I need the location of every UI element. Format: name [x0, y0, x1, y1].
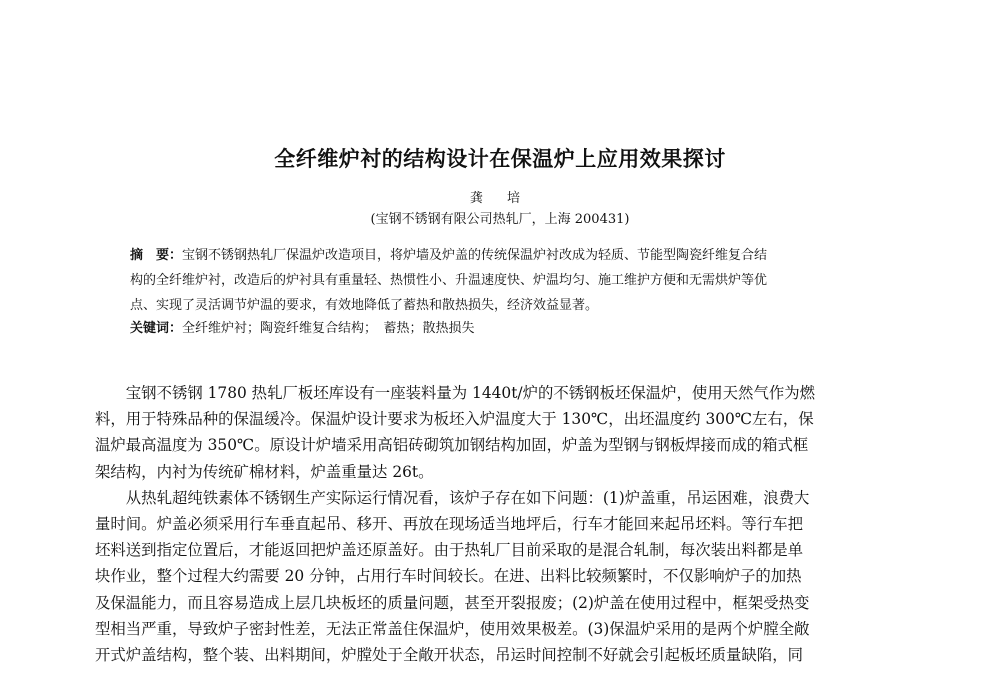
body-line: 架结构，内衬为传统矿棉材料，炉盖重量达 26t。: [95, 462, 434, 481]
abstract-text: 宝钢不锈钢热轧厂保温炉改造项目，将炉墙及炉盖的传统保温炉衬改成为轻质、节能型陶瓷纤维复合结: [182, 248, 768, 263]
abstract-line: [130, 243, 865, 268]
abstract-line: 点、实现了灵活调节炉温的要求，有效地降低了蓄热和散热损失，经济效益显著。: [130, 298, 599, 313]
body-line: 温炉最高温度为 350℃。原设计炉墙采用高铝砖砌筑加钢结构加固，炉盖为型钢与钢板焊接而成的箱式框: [95, 436, 809, 455]
body-line: 块作业，整个过程大约需要 20 分钟，占用行车时间较长。在进、出料比较频繁时，不仅影响炉子的加热: [95, 567, 802, 586]
keywords: [130, 319, 475, 339]
body-text: [95, 380, 895, 668]
abstract-line: 构的全纤维炉衬，改造后的炉衬具有重量轻、热惯性小、升温速度快、炉温均匀、施工维护方便和无需烘炉等优: [130, 273, 768, 288]
keywords-text: 全纤维炉衬；陶瓷纤维复合结构； 蓄热；散热损失: [182, 321, 475, 336]
body-line: 宝钢不锈钢 1780 热轧厂板坯库设有一座装料量为 1440t/炉的不锈钢板坯保温炉，使用天然气作为燃: [95, 384, 816, 402]
body-line: 开式炉盖结构，整个装、出料期间，炉膛处于全敞开状态，吊运时间控制不好就会引起板坯质量缺陷，同: [95, 645, 803, 664]
body-line: 料，用于特殊品种的保温缓冷。保温炉设计要求为板坯入炉温度大于 130℃，出坯温度约 300℃左右，保: [95, 410, 814, 429]
body-line: 从热轧超纯铁素体不锈钢生产实际运行情况看，该炉子存在如下问题：(1)炉盖重，吊运困难，浪费大: [95, 488, 810, 507]
body-line: 量时间。炉盖必须采用行车垂直起吊、移开、再放在现场适当地坪后，行车才能回来起吊坯料。等行车把: [95, 514, 803, 533]
abstract-label: 摘 要：: [130, 248, 183, 263]
body-line: 坯料送到指定位置后，才能返回把炉盖还原盖好。由于热轧厂目前采取的是混合轧制，每次装出料都是单: [95, 541, 803, 560]
body-line: 及保温能力，而且容易造成上层几块板坯的质量问题，甚至开裂报废；(2)炉盖在使用过程中，框架受热变: [95, 593, 810, 612]
author-affiliation: (宝钢不锈钢有限公司热轧厂，上海 200431): [370, 212, 630, 227]
paper-title: 全纤维炉衬的结构设计在保温炉上应用效果探讨: [274, 147, 726, 171]
abstract: [130, 243, 865, 318]
author-name: 龚 培: [469, 191, 531, 206]
body-line: 型相当严重，导致炉子密封性差，无法正常盖住保温炉，使用效果极差。(3)保温炉采用的是两个炉膛全敞: [95, 619, 810, 638]
keywords-label: 关键词：: [130, 321, 183, 336]
